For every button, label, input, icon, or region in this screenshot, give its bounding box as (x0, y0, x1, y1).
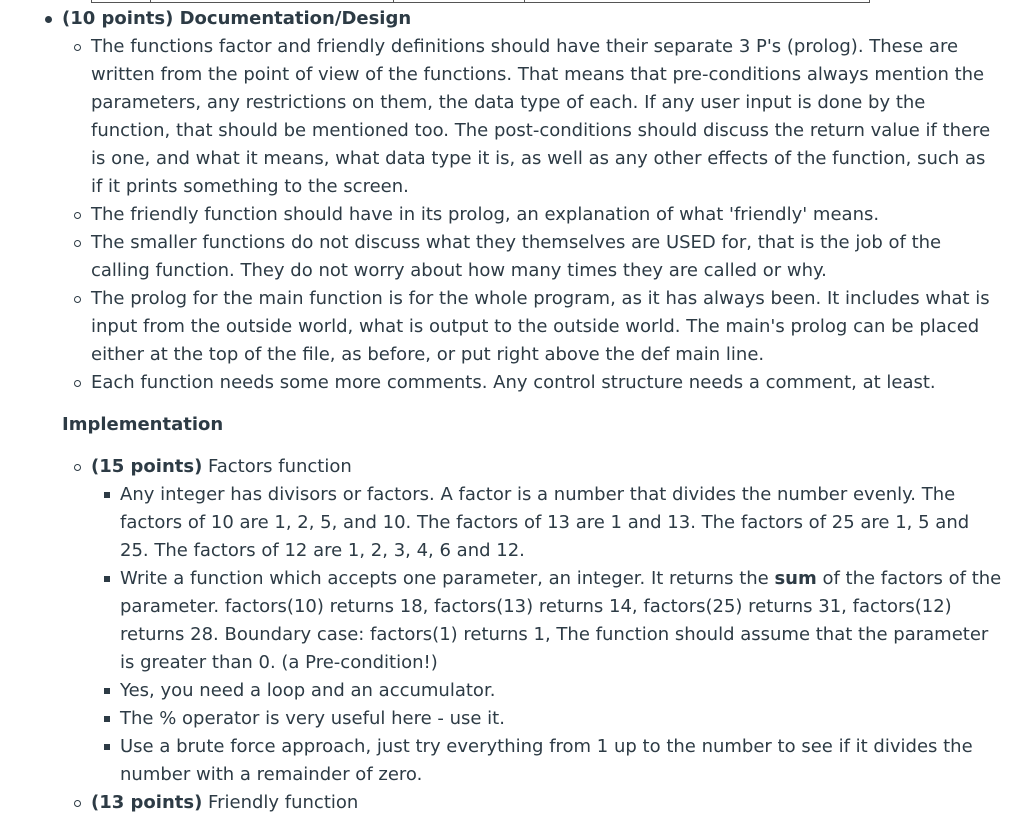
implementation-heading: Implementation (62, 414, 224, 435)
list-item: Any integer has divisors or factors. A factor is a number that divides the number evenly. The factors of 10 are 1, 2, 5, and 10. The factors of 13 are 1 and 13. The factors of 25 are 1, 5 and 25. The factors of 12 are 1, 2, 3, 4, 6 and 12. (0, 481, 1024, 565)
design-items (0, 33, 1024, 397)
table-column-divider (150, 0, 151, 2)
table-bottom-edge (91, 0, 870, 3)
implementation-list (0, 453, 1024, 817)
bullet-circle-icon (74, 212, 81, 219)
bullet-disc-icon (45, 16, 52, 23)
list-item: Write a function which accepts one parameter, an integer. It returns the sum of the factors of the parameter. factors(10) returns 18, factors(13) returns 14, factors(25) returns 31, factors(12) returns 28. Boundary case: factors(1) returns 1, The function should assume that the parameter is greater than 0. (a Pre-condition!) (0, 565, 1024, 677)
bullet-square-icon (104, 492, 110, 498)
bullet-square-icon (104, 744, 110, 750)
document-body (0, 5, 1024, 817)
factors-title: Factors function (202, 456, 352, 477)
list-item: Yes, you need a loop and an accumulator. (0, 677, 1024, 705)
emphasis-sum: sum (774, 568, 817, 589)
list-item: The prolog for the main function is for the whole program, as it has always been. It includes what is input from the outside world, what is output to the outside world. The main's prolog can be placed either at the top of the file, as before, or put right above the def main line. (0, 285, 1024, 369)
factors-section (0, 453, 1024, 789)
list-item: The functions factor and friendly definitions should have their separate 3 P's (prolog). These are written from the point of view of the functions. That means that pre-conditions always mention the parameters, any restrictions on them, the data type of each. If any user input is done by the function, that should be mentioned too. The post-conditions should discuss the return value if there is one, and what it means, what data type it is, as well as any other effects of the function, such as if it prints something to the screen. (0, 33, 1024, 201)
list-item: Each function needs some more comments. Any control structure needs a comment, at least. (0, 369, 1024, 397)
bullet-circle-icon (74, 800, 81, 807)
bullet-circle-icon (74, 240, 81, 247)
design-section (0, 5, 1024, 397)
factors-points: (15 points) (91, 456, 203, 477)
bullet-circle-icon (74, 44, 81, 51)
factors-items (0, 481, 1024, 789)
list-item: The smaller functions do not discuss what they themselves are USED for, that is the job of the calling function. They do not worry about how many times they are called or why. (0, 229, 1024, 285)
friendly-points: (13 points) (91, 792, 203, 813)
list-item: Use a brute force approach, just try everything from 1 up to the number to see if it divides the number with a remainder of zero. (0, 733, 1024, 789)
bullet-square-icon (104, 688, 110, 694)
friendly-title: Friendly function (202, 792, 359, 813)
design-title: (10 points) Documentation/Design (62, 8, 412, 29)
list-item: The friendly function should have in its prolog, an explanation of what 'friendly' means. (0, 201, 1024, 229)
friendly-section (0, 789, 1024, 817)
bullet-square-icon (104, 576, 110, 582)
table-column-divider (524, 0, 525, 2)
bullet-circle-icon (74, 464, 81, 471)
bullet-circle-icon (74, 380, 81, 387)
list-item: The % operator is very useful here - use it. (0, 705, 1024, 733)
bullet-circle-icon (74, 296, 81, 303)
table-column-divider (393, 0, 394, 2)
bullet-square-icon (104, 716, 110, 722)
design-list (0, 5, 1024, 397)
